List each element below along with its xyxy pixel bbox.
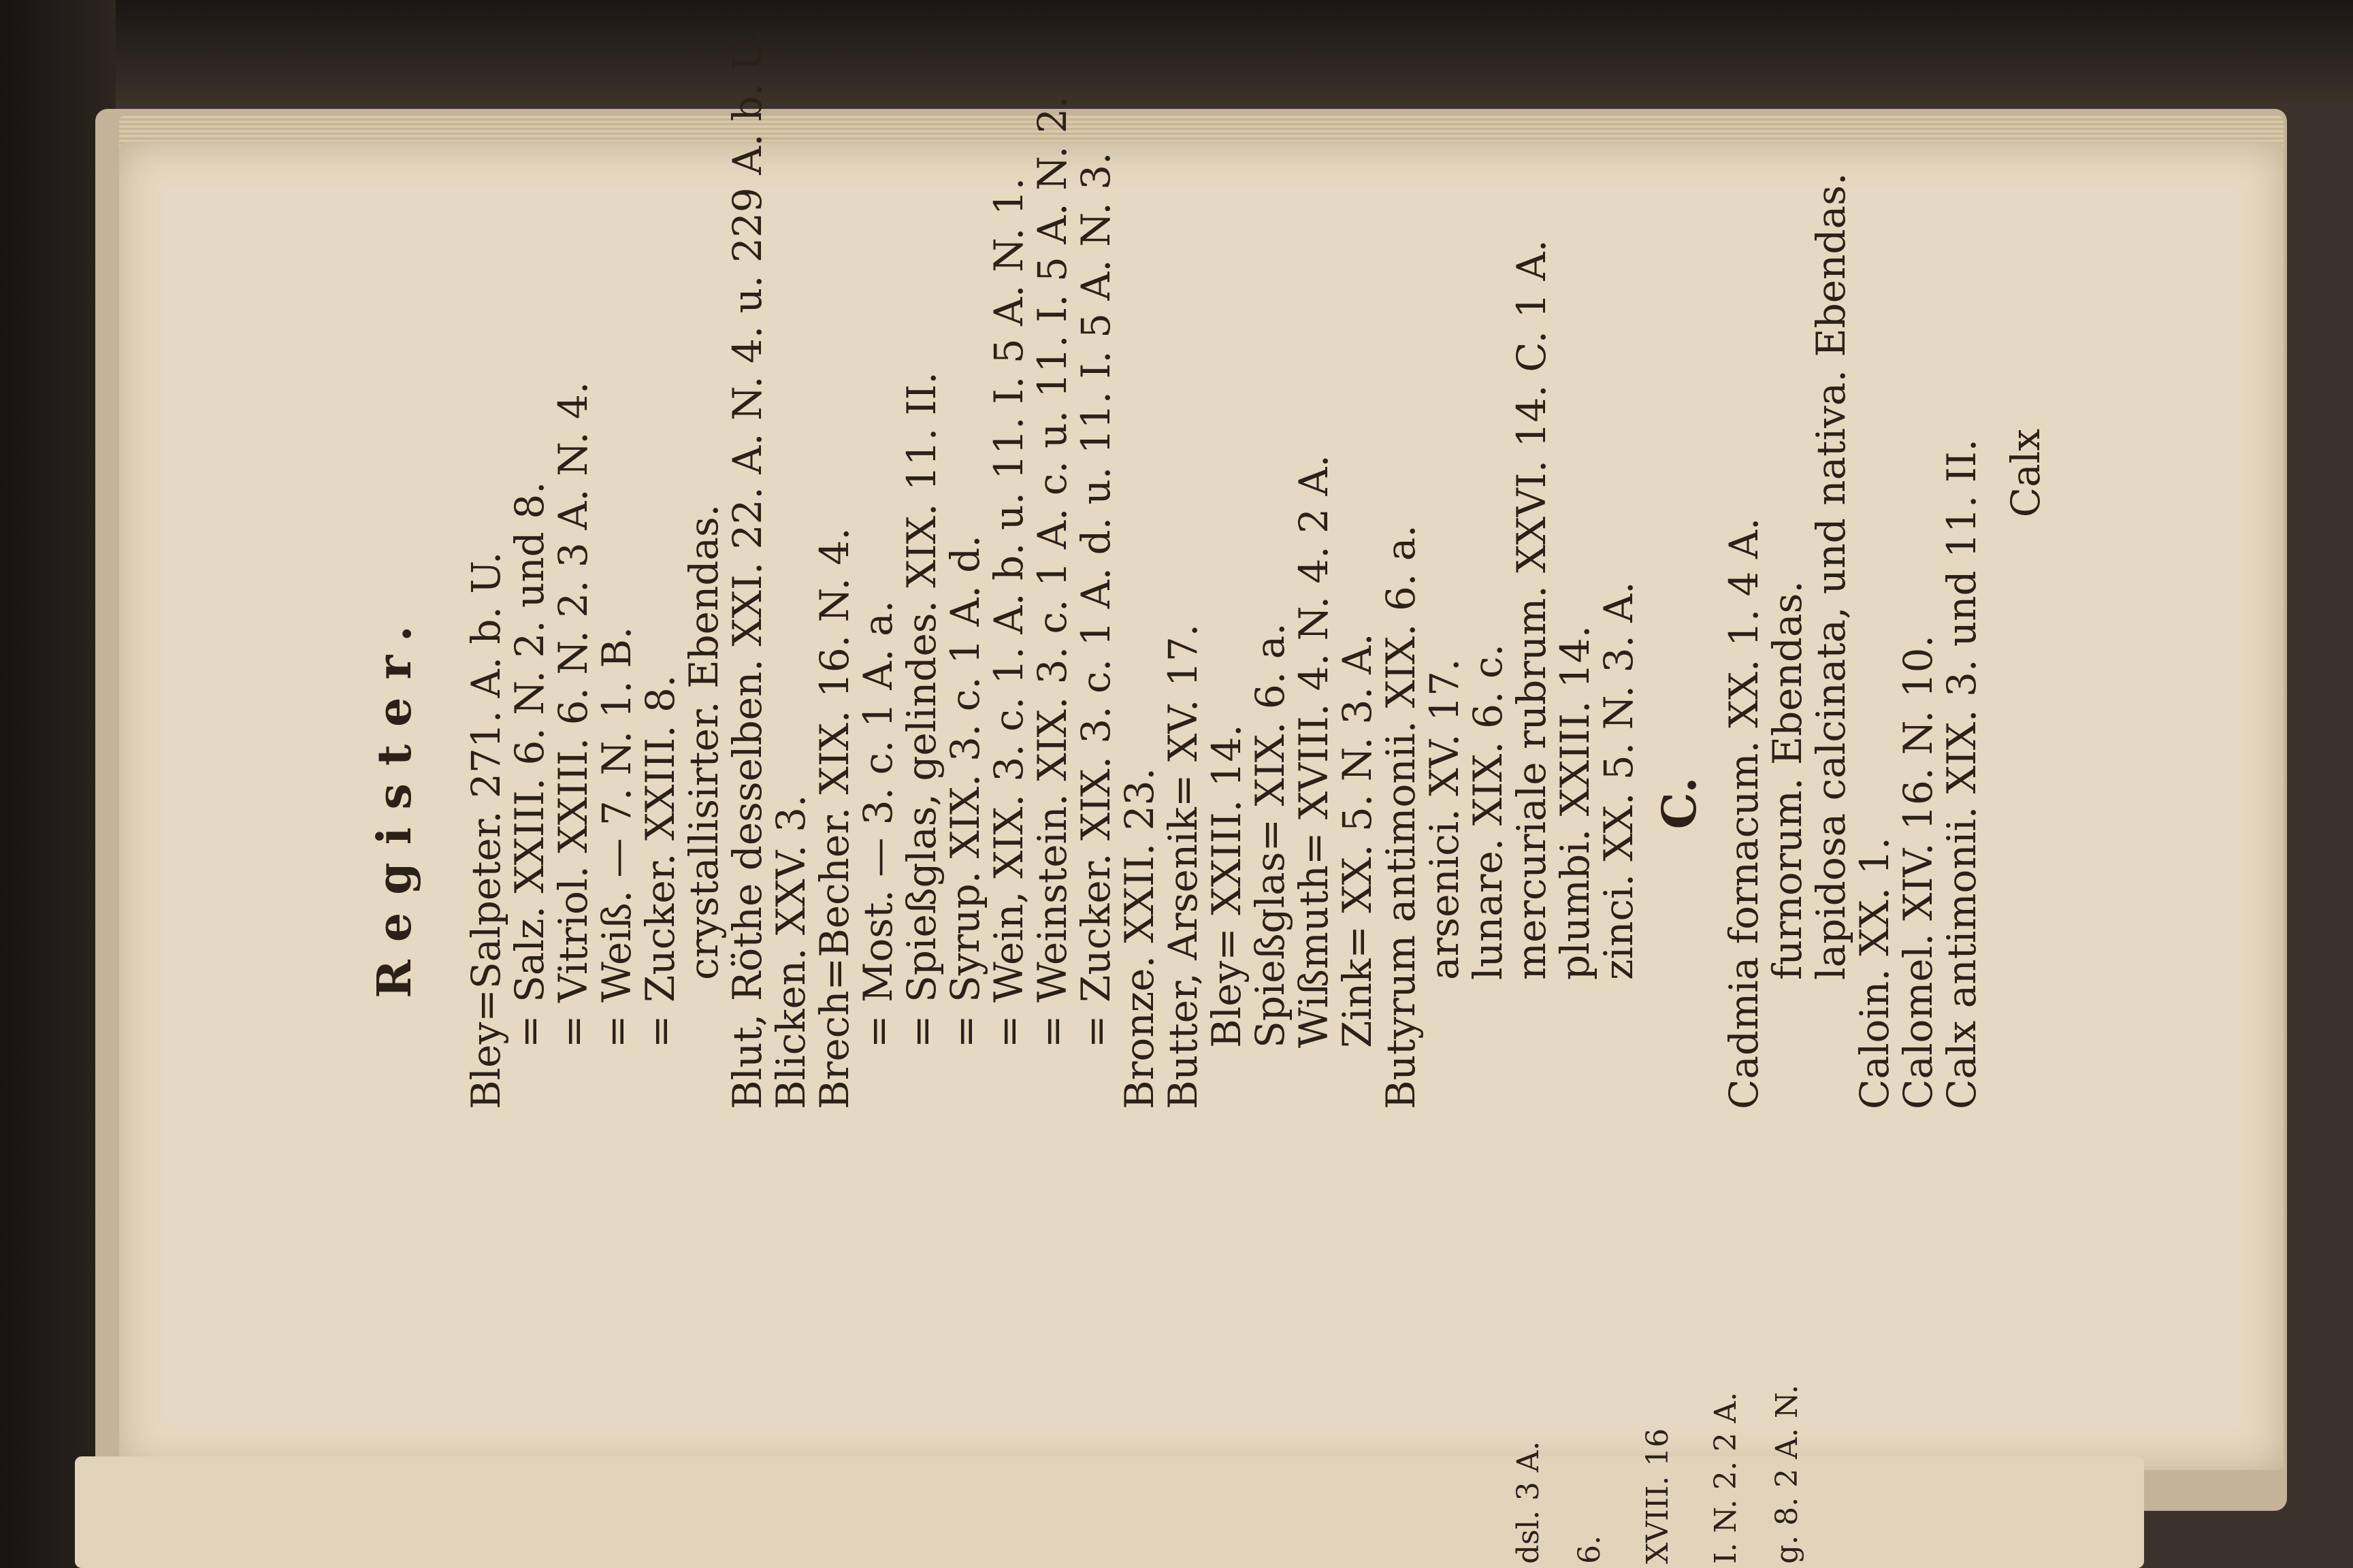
register-entry: Bronze. XXII. 23. — [1116, 768, 1163, 1109]
register-entry: zinci. XX. 5. N. 3. A. — [1595, 581, 1642, 980]
register-entry: = Most. — 3. c. 1 A. a. — [855, 600, 901, 1048]
register-entry: = Salz. XXIII. 6. N. 2. und 8. — [506, 481, 553, 1048]
register-entry: = Zucker. XXIII. 8. — [637, 674, 683, 1048]
register-entry: = Vitriol. XXIII. 6. N. 2. 3 A. N. 4. — [550, 381, 596, 1048]
register-entry: lapidosa calcinata, und nativa. Ebendas. — [1808, 172, 1854, 980]
facing-page-fragment: g. 8. 2 A. N. — [1770, 1384, 1804, 1564]
register-entry: Bley= XXIII. 14. — [1203, 724, 1250, 1048]
register-entry: lunare. XIX. 6. c. — [1465, 644, 1511, 980]
register-entry: = Spießglas, gelindes. XIX. 11. II. — [898, 372, 945, 1048]
register-entry: Blut, Röthe desselben. XXI. 22. A. N. 4. u. 229 A. b. U. — [724, 29, 770, 1109]
register-entry: Butyrum antimonii. XIX. 6. a. — [1378, 525, 1424, 1109]
register-entry: = Weinstein. XIX. 3. c. 1 A. c. u. 11. I. 5 A. N. 2. — [1029, 95, 1075, 1048]
page-heading: Register. — [368, 608, 422, 998]
register-entry: Wißmuth= XVIII. 4. N. 4. 2 A. — [1291, 455, 1337, 1048]
catchword: Calx — [2002, 429, 2049, 518]
register-entry: = Wein, XIX. 3. c. 1. A. b. u. 11. I. 5 A. N. 1. — [986, 177, 1032, 1048]
register-entry: plumbi. XXIII. 14. — [1552, 625, 1598, 980]
register-entry: arsenici. XV. 17. — [1421, 658, 1467, 980]
register-entry: = Zucker. XIX. 3. c. 1 A. d. u. 11. I. 5 A. N. 3. — [1073, 152, 1119, 1048]
register-entry: = Weiß. — 7. N. 1. B. — [594, 626, 640, 1048]
register-entry: crystallisirter. Ebendas. — [681, 504, 727, 980]
register-entry: Caloin. XX. 1. — [1851, 837, 1898, 1109]
register-entry: Blicken. XXV. 3. — [768, 794, 814, 1109]
register-entry: Bley=Salpeter. 271. A. b. U. — [463, 551, 509, 1109]
register-entry: Calomel. XIV. 16. N. 10. — [1895, 635, 1941, 1109]
facing-page-fragment: 6. — [1572, 1535, 1607, 1564]
rotated-text-block — [163, 29, 2205, 1450]
facing-page-fragment: XVIII. 16 — [1640, 1428, 1675, 1564]
register-entry: Cadmia fornacum. XX. 1. 4 A. — [1721, 517, 1767, 1109]
section-letter: C. — [1653, 777, 1707, 830]
register-entry: Butter, Arsenik= XV. 17. — [1160, 623, 1206, 1109]
background-top-shadow — [0, 0, 2353, 102]
register-entry: Zink= XX. 5. N. 3. A. — [1334, 633, 1380, 1048]
register-entry: Brech=Becher. XIX. 16. N. 4. — [811, 527, 858, 1109]
facing-page-fragments — [0, 1384, 2069, 1568]
register-entry: mercuriale rubrum. XXVI. 14. C. 1 A. — [1508, 240, 1555, 980]
facing-page-fragment: dsl. 3 A. — [1511, 1441, 1546, 1564]
register-entry: Spießglas= XIX. 6. a. — [1247, 623, 1293, 1048]
register-entry: Calx antimonii. XIX. 3. und 11. II. — [1938, 438, 1985, 1109]
register-entry: = Syrup. XIX. 3. c. 1 A. d. — [942, 535, 988, 1048]
facing-page-fragment: I. N. 2. 2 A. — [1708, 1392, 1743, 1564]
register-entry: furnorum. Ebendas. — [1764, 581, 1811, 980]
